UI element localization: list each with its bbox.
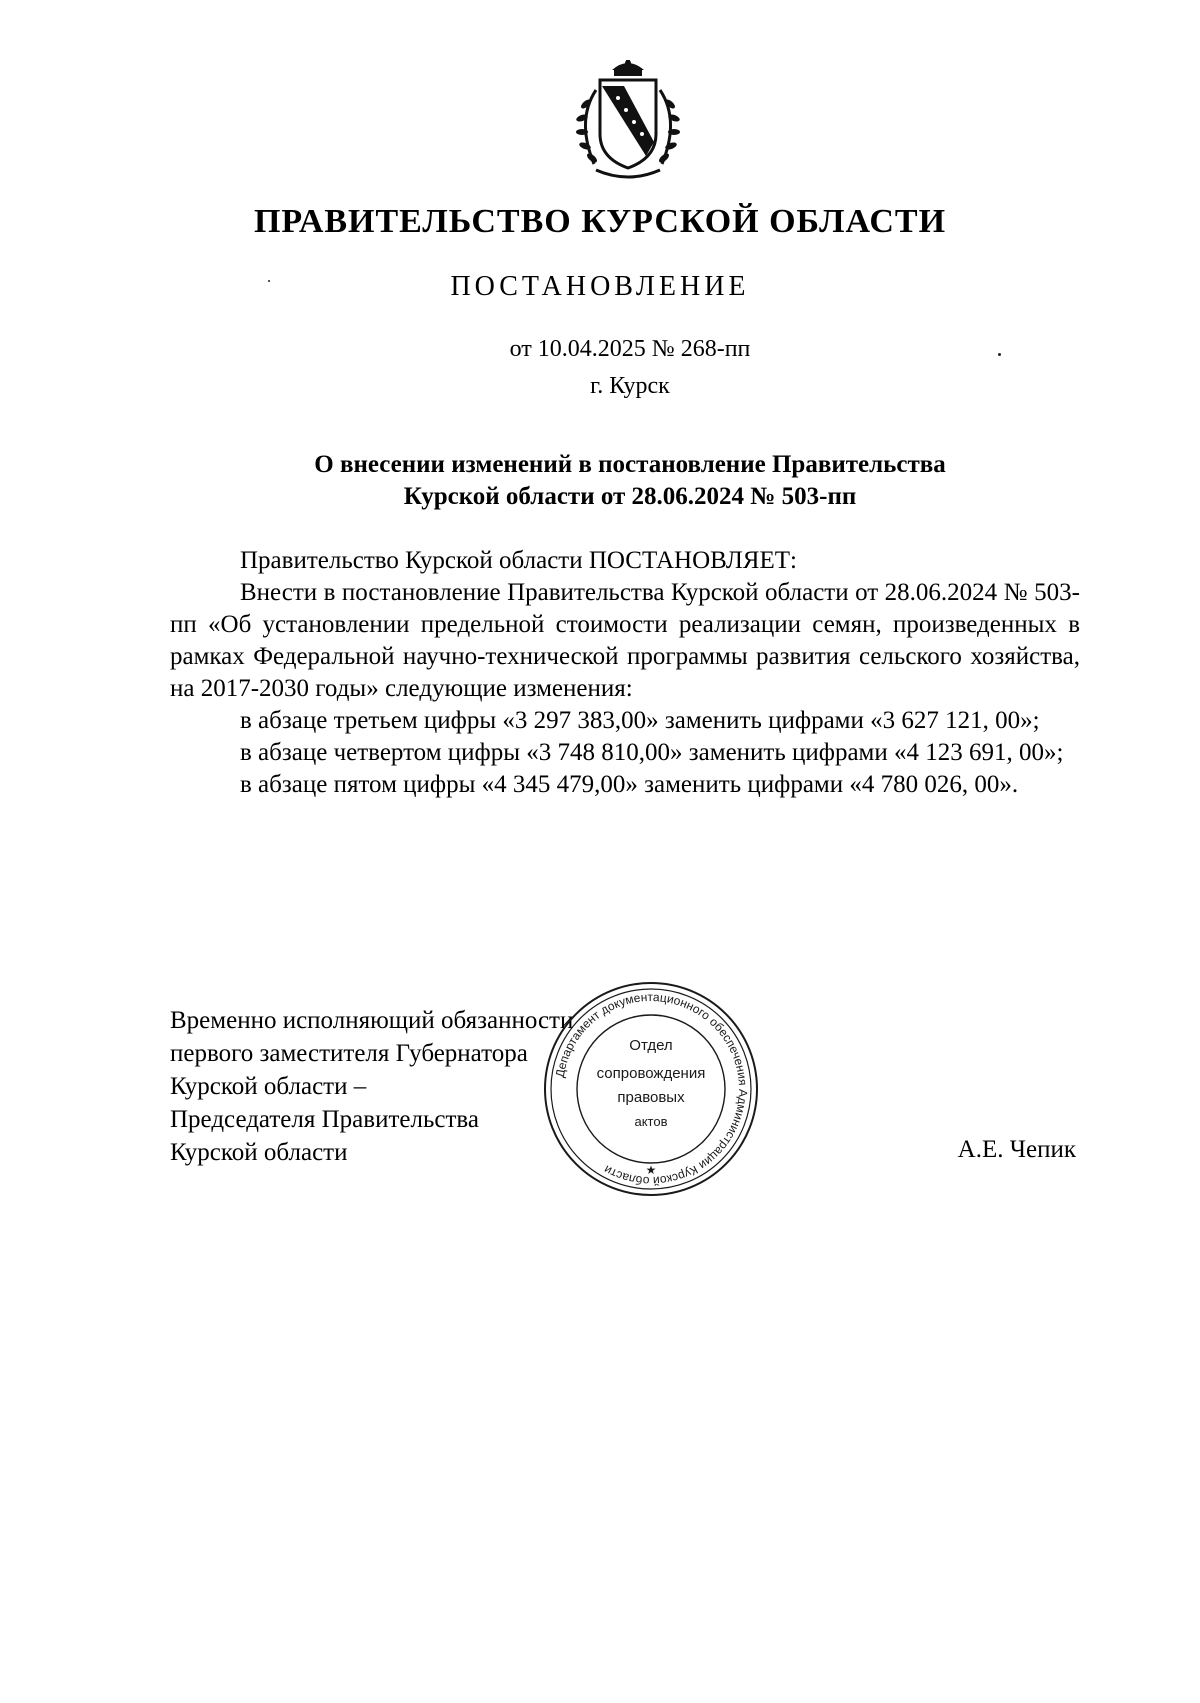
stamp-star-icon: ★	[645, 1163, 657, 1177]
preamble-paragraph: Правительство Курской области ПОСТАНОВЛЯЕТ:	[240, 547, 797, 574]
signer-position-line: Курской области –	[170, 1073, 367, 1100]
signer-position-line: Временно исполняющий обязанности	[170, 1007, 574, 1034]
document-date-number: от 10.04.2025 № 268-пп	[509, 336, 751, 362]
document-type: ПОСТАНОВЛЕНИЕ	[450, 271, 750, 302]
document-body	[170, 545, 1080, 801]
organization-name: ПРАВИТЕЛЬСТВО КУРСКОЙ ОБЛАСТИ	[253, 203, 947, 240]
stamp-center-line: Отдел	[629, 1037, 673, 1054]
signer-position-line: Председателя Правительства	[170, 1106, 479, 1133]
stamp-center-line: актов	[634, 1114, 668, 1129]
stamp-ring-text: Департамент документационного обеспечения Администрации Курской области	[552, 989, 751, 1189]
scan-speck	[268, 280, 270, 282]
document-city: г. Курск	[590, 373, 670, 399]
document-title	[0, 449, 1200, 513]
document-title-line-1: О внесении изменений в постановление Правительства	[314, 451, 946, 478]
change-item: в абзаце четвертом цифры «3 748 810,00» заменить цифрами «4 123 691, 00»;	[240, 739, 1064, 766]
change-item: в абзаце пятом цифры «4 345 479,00» заменить цифрами «4 780 026, 00».	[240, 771, 1019, 798]
stamp-center-line: сопровождения	[596, 1065, 706, 1082]
official-stamp	[540, 978, 762, 1200]
signer-position-line: Курской области	[170, 1139, 348, 1166]
signer-name: А.Е. Чепик	[957, 1136, 1076, 1163]
change-item: в абзаце третьем цифры «3 297 383,00» заменить цифрами «3 627 121, 00»;	[240, 707, 1040, 734]
coat-of-arms-icon	[566, 60, 690, 184]
stamp-center-line: правовых	[617, 1089, 685, 1106]
main-paragraph: Внести в постановление Правительства Курской области от 28.06.2024 № 503-пп «Об установлении предельной стоимости реализации семян, произведенных в рамках Федеральной научно-технической программы развития сельского хозяйства, на 2017-2030 годы» следующие изменения:	[170, 579, 1080, 702]
scan-speck	[998, 353, 1001, 356]
document-title-line-2: Курской области от 28.06.2024 № 503-пп	[403, 483, 857, 510]
signer-position-line: первого заместителя Губернатора	[170, 1040, 528, 1067]
